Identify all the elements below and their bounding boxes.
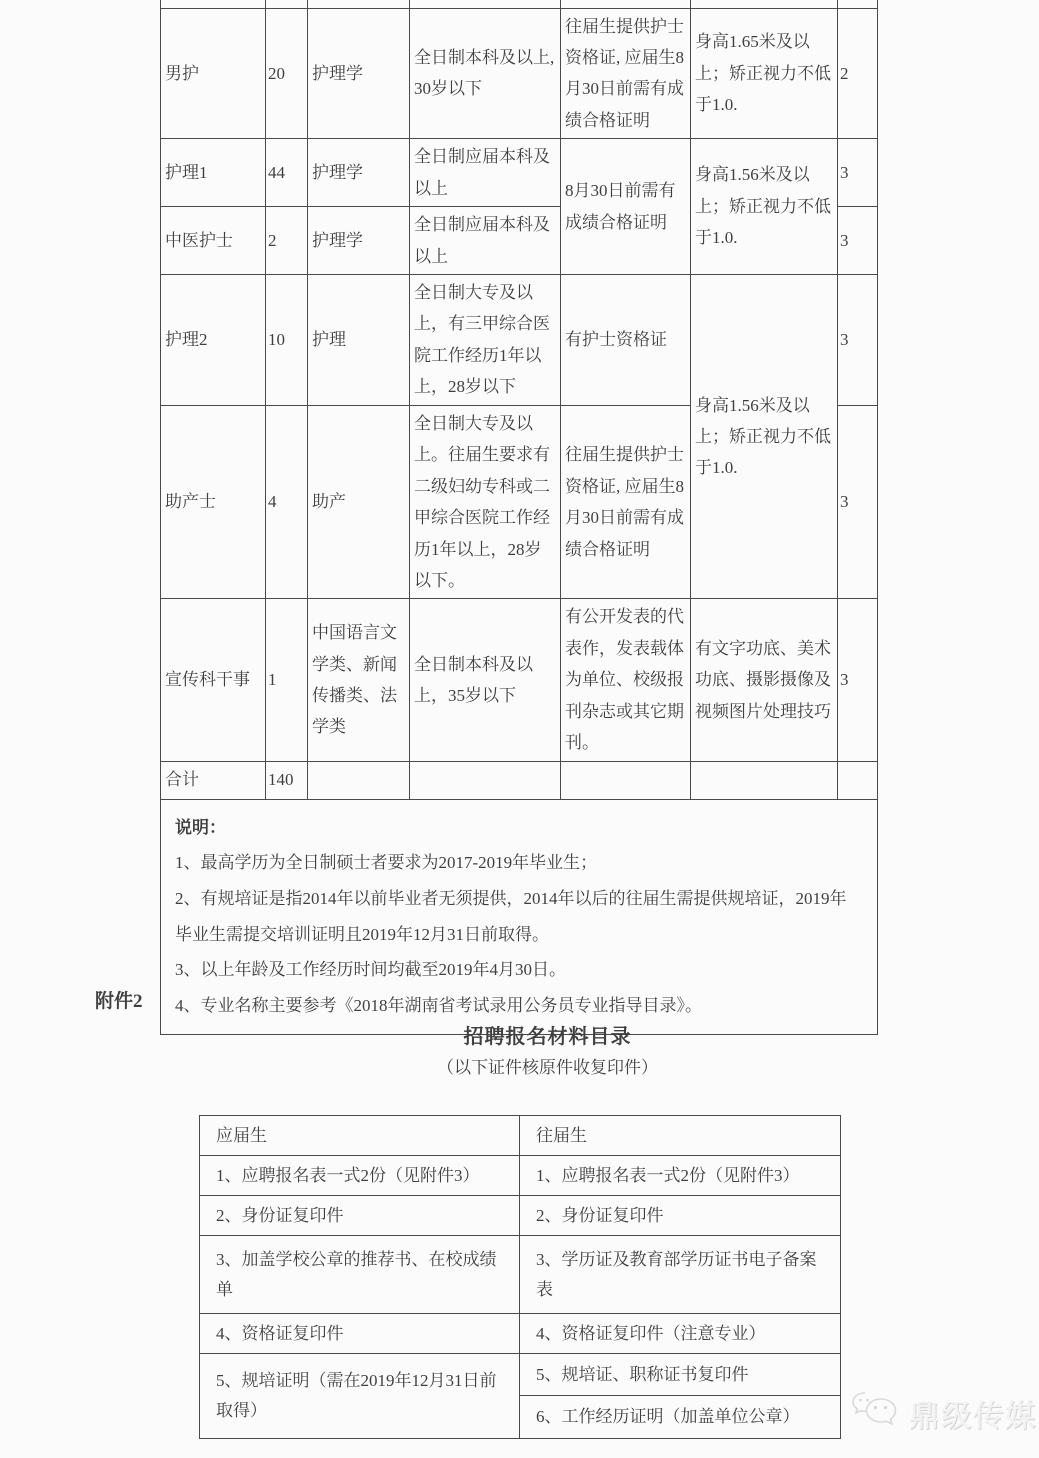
table-row-notes xyxy=(161,799,878,1034)
note-item: 3、以上年龄及工作经历时间均截至2019年4月30日。 xyxy=(175,960,566,980)
cell-empty xyxy=(161,0,266,8)
cell-count: 1 xyxy=(266,599,308,761)
materials-row-2 xyxy=(200,1196,841,1236)
cell-cert: 往届生提供护士资格证, 应届生8月30日前需有成绩合格证明 xyxy=(561,8,691,139)
cell-physical-merged: 身高1.56米及以上；矫正视力不低于1.0. xyxy=(691,139,838,275)
materials-row-4 xyxy=(200,1314,841,1354)
fresh-item: 3、加盖学校公章的推荐书、在校成绩单 xyxy=(200,1236,520,1314)
wechat-icon xyxy=(850,1390,902,1435)
cell-cert: 有公开发表的代表作，发表载体为单位、校级报刊杂志或其它期刊。 xyxy=(561,599,691,761)
cell-major: 护理 xyxy=(308,275,410,406)
page-title: 招聘报名材料目录 xyxy=(463,1026,632,1048)
fresh-item: 4、资格证复印件 xyxy=(200,1314,520,1354)
cell-major: 护理学 xyxy=(308,139,410,207)
cell-major: 助产 xyxy=(308,405,410,599)
materials-header-row xyxy=(200,1116,841,1156)
cell-education: 全日制应届本科及以上 xyxy=(410,207,561,275)
recruit-table xyxy=(160,0,878,1035)
cell-post: 宣传科干事 xyxy=(161,599,266,761)
previous-item: 3、学历证及教育部学历证书电子备案表 xyxy=(520,1236,841,1314)
cell-empty xyxy=(838,0,878,8)
cell-count: 44 xyxy=(266,139,308,207)
recruit-table-region xyxy=(160,0,879,1015)
materials-row-3 xyxy=(200,1236,841,1314)
cell-major: 中国语言文学类、新闻传播类、法学类 xyxy=(308,599,410,761)
cell-physical-merged: 身高1.56米及以上；矫正视力不低于1.0. xyxy=(691,275,838,599)
header-previous-graduates: 往届生 xyxy=(520,1116,841,1156)
cell-post: 助产士 xyxy=(161,405,266,599)
table-row-publicity-clerk xyxy=(161,599,878,761)
cell-empty xyxy=(410,0,561,8)
fresh-item-merged: 5、规培证明（需在2019年12月31日前取得） xyxy=(200,1354,520,1439)
cell-empty xyxy=(691,761,838,799)
cell-cert: 往届生提供护士资格证, 应届生8月30日前需有成绩合格证明 xyxy=(561,405,691,599)
cell-education: 全日制本科及以上, 30岁以下 xyxy=(410,8,561,139)
cell-num: 3 xyxy=(838,207,878,275)
cell-post: 护理2 xyxy=(161,275,266,406)
previous-item: 4、资格证复印件（注意专业） xyxy=(520,1314,841,1354)
cell-count: 2 xyxy=(266,207,308,275)
cell-post: 男护 xyxy=(161,8,266,139)
fresh-item: 2、身份证复印件 xyxy=(200,1196,520,1236)
table-row-nursing-2 xyxy=(161,275,878,406)
cell-num: 3 xyxy=(838,139,878,207)
note-item: 1、最高学历为全日制硕士者要求为2017-2019年毕业生； xyxy=(175,853,598,873)
header-fresh-graduates: 应届生 xyxy=(200,1116,520,1156)
cell-count: 10 xyxy=(266,275,308,406)
table-row-male-nurse xyxy=(161,8,878,139)
materials-row-1 xyxy=(200,1156,841,1196)
cell-education: 全日制大专及以上，有三甲综合医院工作经历1年以上，28岁以下 xyxy=(410,275,561,406)
previous-item: 5、规培证、职称证书复印件 xyxy=(520,1354,841,1396)
materials-table xyxy=(199,1115,841,1439)
cell-physical: 身高1.65米及以上；矫正视力不低于1.0. xyxy=(691,8,838,139)
fresh-item: 1、应聘报名表一式2份（见附件3） xyxy=(200,1156,520,1196)
watermark xyxy=(850,1390,1037,1435)
note-item: 2、有规培证是指2014年以前毕业者无须提供，2014年以后的往届生需提供规培证，2019年毕业生需提交培训证明且2019年12月31日前取得。 xyxy=(175,888,847,944)
cell-num: 3 xyxy=(838,599,878,761)
table-row-total xyxy=(161,761,878,799)
cell-empty xyxy=(838,761,878,799)
materials-table-region xyxy=(199,1115,841,1439)
cell-cert-merged: 8月30日前需有成绩合格证明 xyxy=(561,139,691,275)
notes-title: 说明： xyxy=(175,817,226,837)
attachment-label: 附件2 xyxy=(95,991,143,1012)
cell-total-count: 140 xyxy=(266,761,308,799)
page-subtitle: （以下证件核原件收复印件） xyxy=(437,1058,658,1077)
previous-item: 1、应聘报名表一式2份（见附件3） xyxy=(520,1156,841,1196)
cell-empty xyxy=(308,761,410,799)
cell-empty xyxy=(410,761,561,799)
cell-count: 20 xyxy=(266,8,308,139)
cell-education: 全日制本科及以上，35岁以下 xyxy=(410,599,561,761)
previous-item: 6、工作经历证明（加盖单位公章） xyxy=(520,1396,841,1439)
cell-major: 护理学 xyxy=(308,8,410,139)
cell-empty xyxy=(266,0,308,8)
cell-num: 3 xyxy=(838,405,878,599)
cell-empty xyxy=(308,0,410,8)
cell-major: 护理学 xyxy=(308,207,410,275)
previous-item: 2、身份证复印件 xyxy=(520,1196,841,1236)
cell-count: 4 xyxy=(266,405,308,599)
materials-row-5 xyxy=(200,1354,841,1396)
cell-total-label: 合计 xyxy=(161,761,266,799)
cell-education: 全日制大专及以上。往届生要求有二级妇幼专科或二甲综合医院工作经历1年以上，28岁以下。 xyxy=(410,405,561,599)
table-row-clipped xyxy=(161,0,878,8)
cell-empty xyxy=(691,0,838,8)
cell-empty xyxy=(561,0,691,8)
cell-empty xyxy=(561,761,691,799)
cell-cert: 有护士资格证 xyxy=(561,275,691,406)
note-item: 4、专业名称主要参考《2018年湖南省考试录用公务员专业指导目录》。 xyxy=(175,996,702,1015)
cell-post: 护理1 xyxy=(161,139,266,207)
cell-num: 2 xyxy=(838,8,878,139)
cell-post: 中医护士 xyxy=(161,207,266,275)
table-row-nursing-1 xyxy=(161,139,878,207)
notes-cell xyxy=(161,799,878,1034)
cell-num: 3 xyxy=(838,275,878,406)
cell-education: 全日制应届本科及以上 xyxy=(410,139,561,207)
cell-physical: 有文字功底、美术功底、摄影摄像及视频图片处理技巧 xyxy=(691,599,838,761)
watermark-text: 鼎级传媒 xyxy=(909,1399,1037,1433)
